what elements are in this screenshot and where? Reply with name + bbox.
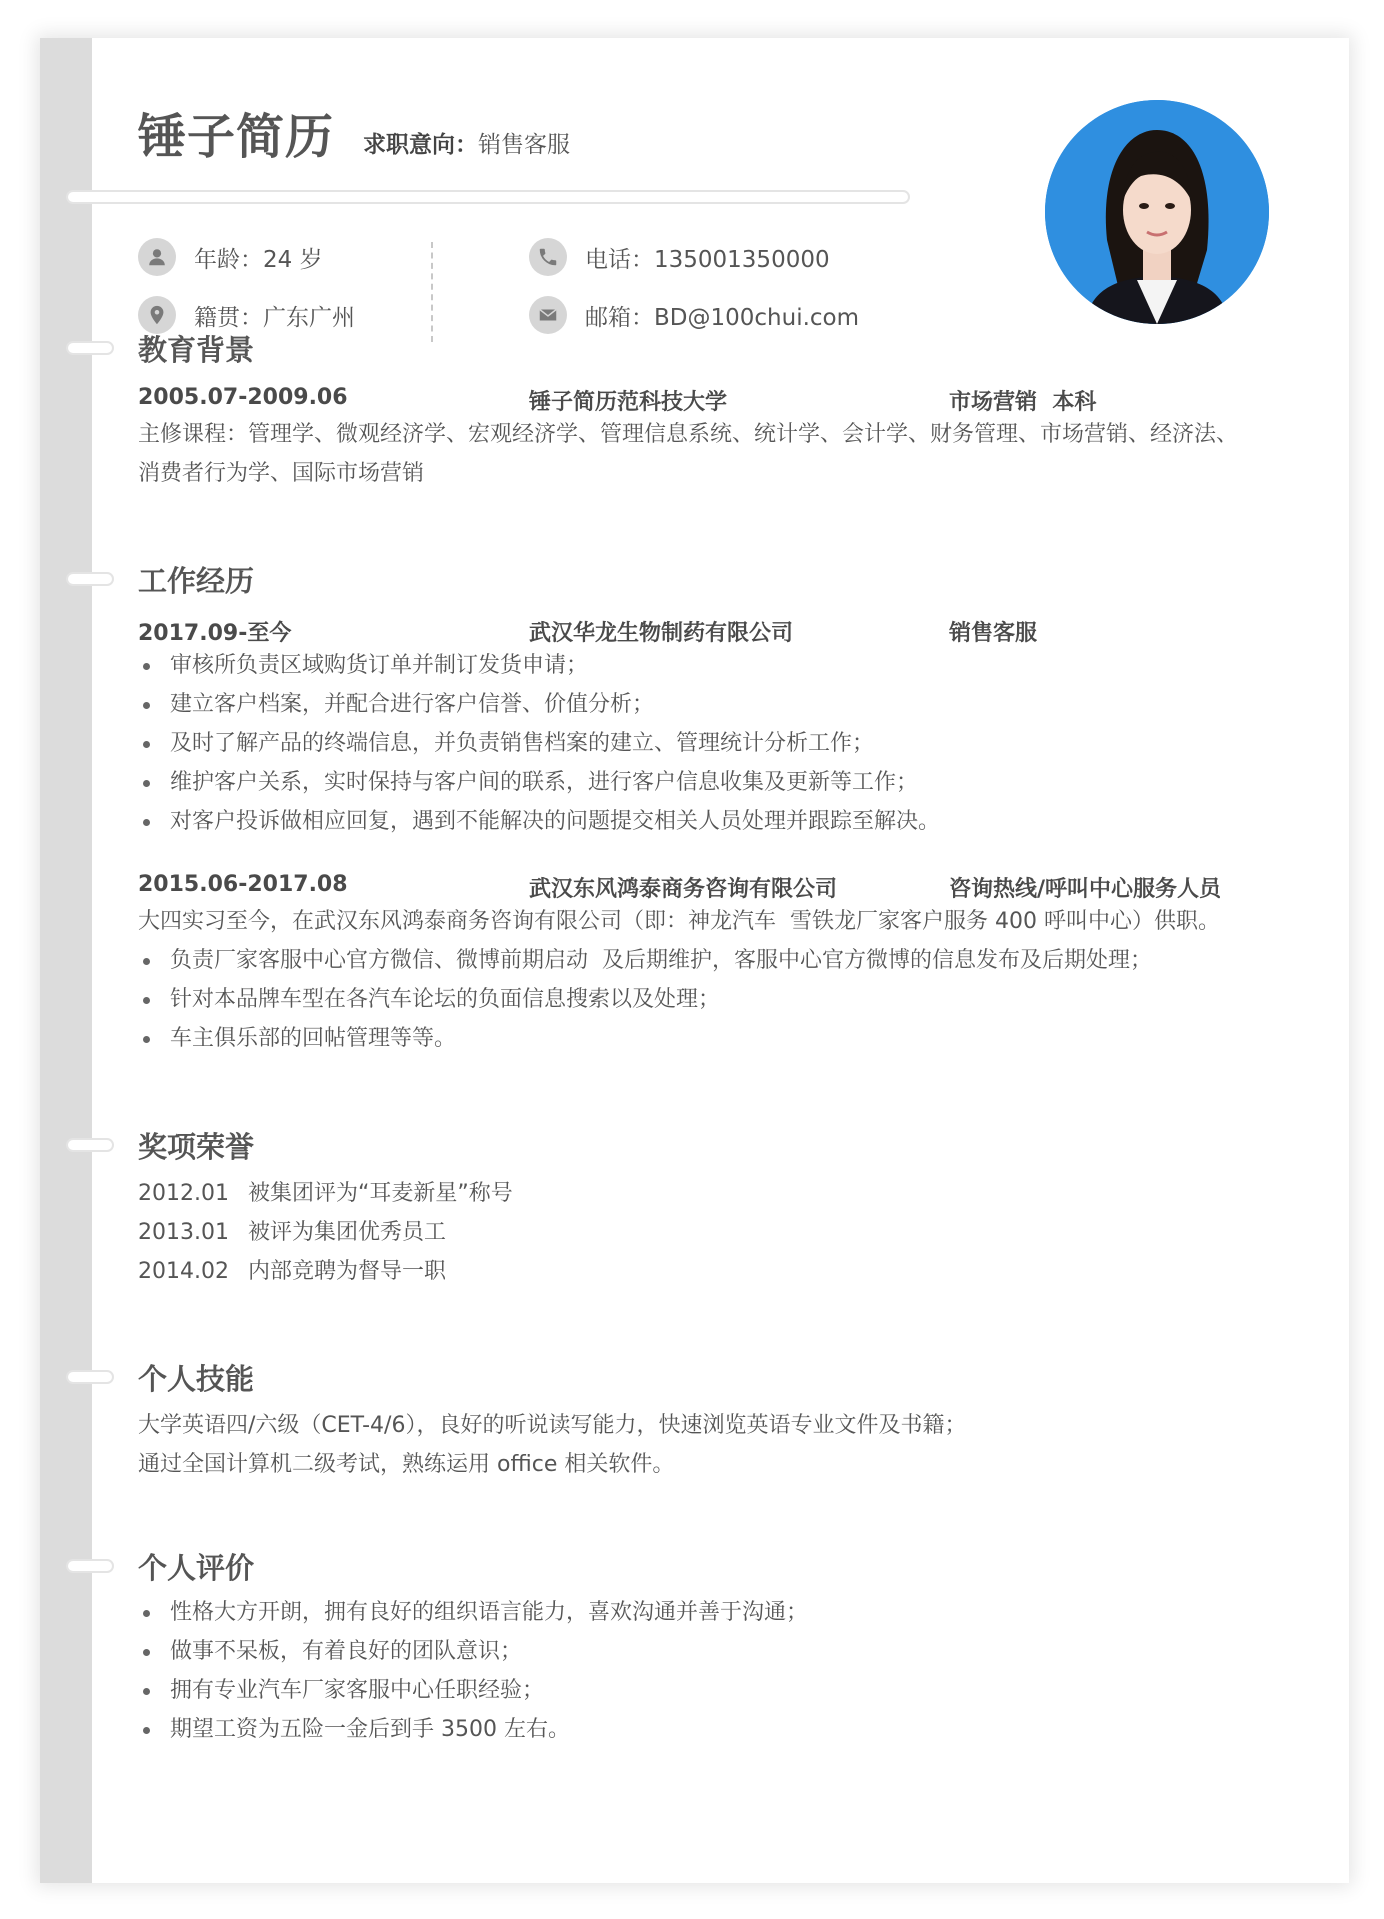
award-text: 内部竞聘为督导一职	[248, 1259, 447, 1284]
candidate-name: 锤子简历	[138, 109, 335, 165]
section-tick-skills	[66, 1370, 114, 1384]
section-title-work: 工作经历	[138, 564, 255, 598]
section-title-skills: 个人技能	[138, 1362, 255, 1396]
side-bar	[40, 38, 92, 1883]
job-2-period: 2015.06-2017.08	[138, 872, 348, 897]
award-item	[138, 1174, 513, 1213]
job-2-duties	[138, 941, 1152, 1058]
list-item: 维护客户关系，实时保持与客户间的联系，进行客户信息收集及更新等工作；	[138, 763, 940, 802]
award-item	[138, 1213, 446, 1252]
award-year: 2012.01	[138, 1181, 229, 1206]
award-text: 被评为集团优秀员工	[248, 1220, 447, 1245]
info-phone-text: 电话：135001350000	[585, 246, 830, 273]
evaluation-list	[138, 1593, 808, 1749]
section-tick-awards	[66, 1138, 114, 1152]
list-item: 车主俱乐部的回帖管理等等。	[138, 1019, 1152, 1058]
award-text: 被集团评为“耳麦新星”称号	[248, 1181, 513, 1206]
section-title-awards: 奖项荣誉	[138, 1130, 255, 1164]
list-item: 审核所负责区域购货订单并制订发货申请；	[138, 646, 940, 685]
section-tick-evaluation	[66, 1559, 114, 1573]
list-item: 负责厂家客服中心官方微信、微博前期启动 及后期维护，客服中心官方微博的信息发布及后期处理；	[138, 941, 1152, 980]
list-item: 做事不呆板，有着良好的团队意识；	[138, 1632, 808, 1671]
list-item: 建立客户档案，并配合进行客户信誉、价值分析；	[138, 685, 940, 724]
list-item: 及时了解产品的终端信息，并负责销售档案的建立、管理统计分析工作；	[138, 724, 940, 763]
list-item: 针对本品牌车型在各汽车论坛的负面信息搜索以及处理；	[138, 980, 1152, 1019]
info-hometown-text: 籍贯：广东广州	[194, 304, 355, 331]
award-item	[138, 1252, 446, 1291]
person-icon	[138, 238, 176, 276]
info-age	[138, 238, 323, 276]
education-period: 2005.07-2009.06	[138, 385, 348, 410]
skills-line2: 通过全国计算机二级考试，熟练运用 office 相关软件。	[138, 1452, 675, 1477]
list-item: 对客户投诉做相应回复，遇到不能解决的问题提交相关人员处理并跟踪至解决。	[138, 802, 940, 841]
job-intent-value: 销售客服	[478, 132, 570, 158]
award-year: 2014.02	[138, 1259, 229, 1284]
skills-line1: 大学英语四/六级（CET-4/6），良好的听说读写能力，快速浏览英语专业文件及书籍；	[138, 1413, 967, 1438]
list-item: 拥有专业汽车厂家客服中心任职经验；	[138, 1671, 808, 1710]
education-courses-line2: 消费者行为学、国际市场营销	[138, 461, 425, 486]
section-tick-work	[66, 572, 114, 586]
list-item: 期望工资为五险一金后到手 3500 左右。	[138, 1710, 808, 1749]
phone-icon	[529, 238, 567, 276]
job-1-company: 武汉华龙生物制药有限公司	[529, 621, 794, 646]
info-phone	[529, 238, 830, 276]
envelope-icon	[529, 296, 567, 334]
award-year: 2013.01	[138, 1220, 229, 1245]
info-divider	[431, 242, 433, 342]
education-major: 市场营销 本科	[949, 390, 1097, 415]
info-email-text: 邮箱：BD@100chui.com	[585, 304, 860, 331]
section-tick-education	[66, 341, 114, 355]
education-courses-line1: 主修课程：管理学、微观经济学、宏观经济学、管理信息系统、统计学、会计学、财务管理、市场营销、经济法、	[138, 422, 1239, 447]
profile-photo	[1045, 100, 1269, 324]
header-divider	[66, 190, 910, 204]
section-title-evaluation: 个人评价	[138, 1551, 255, 1585]
job-1-period: 2017.09-至今	[138, 621, 292, 646]
job-1-duties	[138, 646, 940, 841]
job-2-role: 咨询热线/呼叫中心服务人员	[949, 877, 1222, 902]
job-1-role: 销售客服	[949, 621, 1038, 646]
job-intent	[363, 126, 570, 159]
job-2-intro: 大四实习至今，在武汉东风鸿泰商务咨询有限公司（即：神龙汽车 雪铁龙厂家客户服务 400 呼叫中心）供职。	[138, 909, 1220, 934]
section-title-education: 教育背景	[138, 333, 255, 367]
job-intent-label: 求职意向：	[363, 132, 478, 158]
info-email	[529, 296, 859, 334]
resume-sheet	[40, 38, 1349, 1883]
info-age-text: 年龄：24 岁	[194, 246, 323, 273]
list-item: 性格大方开朗，拥有良好的组织语言能力，喜欢沟通并善于沟通；	[138, 1593, 808, 1632]
job-2-company: 武汉东风鸿泰商务咨询有限公司	[529, 877, 838, 902]
education-school: 锤子简历范科技大学	[529, 390, 728, 415]
